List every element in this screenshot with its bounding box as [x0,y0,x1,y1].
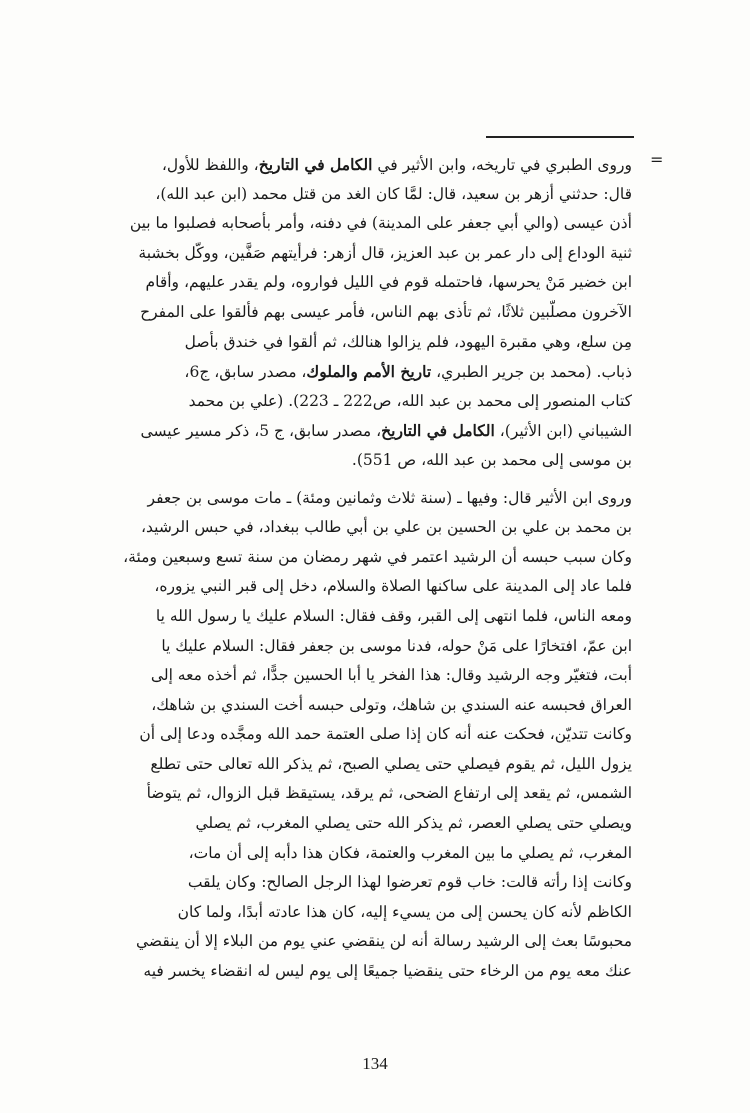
text-run: وروى الطبري في تاريخه، وابن الأثير في [372,156,632,174]
text-run: ابن خضير مَنْ يحرسها، فاحتمله قوم في الليل فواروه، ولم يقدر عليهم، وأقام [145,273,632,292]
body-line [110,839,632,869]
body-line [110,572,632,602]
text-run: ثنية الوداع إلى دار عمر بن عبد العزيز، قال أزهر: فرأيتهم صَفَّين، ووكّل بخشبة [138,243,632,262]
body-line [110,898,632,928]
footnote-block [110,150,632,476]
body-line [110,691,632,721]
body-line [110,868,632,898]
footnote-line [110,328,632,358]
body-line [110,513,632,543]
book-title: الكامل في التاريخ [381,421,495,441]
footnote-line [110,180,632,210]
footnote-line [110,357,632,387]
footnote-line [110,298,632,328]
footnote-line [110,150,632,180]
text-run: ومعه الناس، فلما انتهى إلى القبر، وقف فقال: السلام عليك يا رسول الله يا [155,606,632,625]
text-run: فلما عاد إلى المدينة على ساكنها الصلاة والسلام، دخل إلى قبر النبي يزوره، [154,577,632,596]
text-run: بن محمد بن علي بن الحسين بن علي بن أبي طالب ببغداد، في حبس الرشيد، [141,518,632,537]
text-run: الشيباني (ابن الأثير)، [494,422,632,441]
text-run: وكان سبب حبسه أن الرشيد اعتمر في شهر رمضان من سنة تسع وسبعين ومئة، [123,547,632,566]
footnote-separator-rule [486,136,634,138]
text-run: مِن سلع، وهي مقبرة اليهود، فلم يزالوا هنالك، ثم ألقوا في خندق بأصل [184,332,632,351]
text-run: يزول الليل، ثم يقوم فيصلي حتى يصلي الصبح، ثم يذكر الله تعالى حتى تطلع [150,754,632,773]
text-run: الكاظم لأنه كان يحسن إلى من يسيء إليه، كان هذا عادته أبدًا، ولما كان [177,902,632,921]
text-run: بن موسى إلى محمد بن عبد الله، ص 551). [351,450,632,469]
text-run: الآخرون مصلّبين ثلاثًا، ثم تأذى بهم الناس، فأمر عيسى بهم فألقوا على المفرح [140,302,632,321]
body-line [110,543,632,573]
text-run: أبت، فتغيّر وجه الرشيد وقال: هذا الفخر يا أبا الحسين جدًّا، ثم أخذه معه إلى [150,666,632,685]
text-run: ابن عمّ، افتخارًا على مَنْ حوله، فدنا موسى بن جعفر فقال: السلام عليك يا [161,636,632,655]
footnote-line [110,446,632,476]
footnote-line [110,209,632,239]
body-line [110,632,632,662]
book-title: تاريخ الأمم والملوك [306,362,432,382]
body-line [110,720,632,750]
body-line [110,602,632,632]
text-run: الشمس، ثم يقعد إلى ارتفاع الضحى، ثم يرقد، يستيقظ قبل الزوال، ثم يتوضأ [146,784,632,803]
book-title: الكامل في التاريخ [258,155,373,174]
page-text [110,150,632,987]
text-run: العراق فحبسه عنه السندي بن شاهك، وتولى حبسه أخت السندي بن شاهك، [151,695,632,714]
text-run: وروى ابن الأثير قال: وفيها ـ (سنة ثلاث وثمانين ومئة) ـ مات موسى بن جعفر [147,488,632,507]
body-line [110,484,632,514]
body-line [110,750,632,780]
footnote-line [110,268,632,298]
text-run: ، مصدر سابق، ج 5، ذكر مسير عيسى [140,422,382,441]
text-run: وكانت تتديّن، فحكت عنه أنه كان إذا صلى العتمة حمد الله ومجَّده ودعا إلى أن [139,725,632,744]
text-run: محبوسًا بعث إلى الرشيد رسالة أنه لن ينقضي عني يوم من البلاء إلا أن ينقضي [135,932,632,951]
text-run: أذن عيسى (والي أبي جعفر على المدينة) في دفنه، وأمر بأصحابه فصلبوا ما بين [129,214,632,233]
footnote-line [110,416,632,446]
main-body [110,484,632,987]
page-number: 134 [362,1054,388,1073]
footnote-line [110,239,632,269]
text-run: ، مصدر سابق، ج6، [184,363,307,382]
text-run: ويصلي حتى يصلي العصر، ثم يذكر الله حتى يصلي المغرب، ثم يصلي [195,814,632,833]
text-run: ، واللفظ للأول، [161,156,259,174]
text-run: المغرب، ثم يصلي ما بين المغرب والعتمة، فكان هذا دأبه إلى أن مات، [188,843,632,862]
body-line [110,927,632,957]
body-line [110,661,632,691]
text-run: كتاب المنصور إلى محمد بن عبد الله، ص222 ـ 223). (علي بن محمد [188,391,632,410]
body-line [110,809,632,839]
footnote-continuation-mark: = [650,150,664,169]
body-line [110,957,632,987]
text-run: عنك معه يوم من الرخاء حتى ينقضيا جميعًا إلى يوم ليس له انقضاء يخسر فيه [143,962,632,981]
text-run: وكانت إذا رأته قالت: خاب قوم تعرضوا لهذا الرجل الصالح: وكان يلقب [187,873,632,892]
text-run: ذباب. (محمد بن جرير الطبري، [431,363,632,382]
footnote-line [110,387,632,417]
body-line [110,779,632,809]
text-run: قال: حدثني أزهر بن سعيد، قال: لمَّا كان الغد من قتل محمد (ابن عبد الله)، [155,184,632,203]
